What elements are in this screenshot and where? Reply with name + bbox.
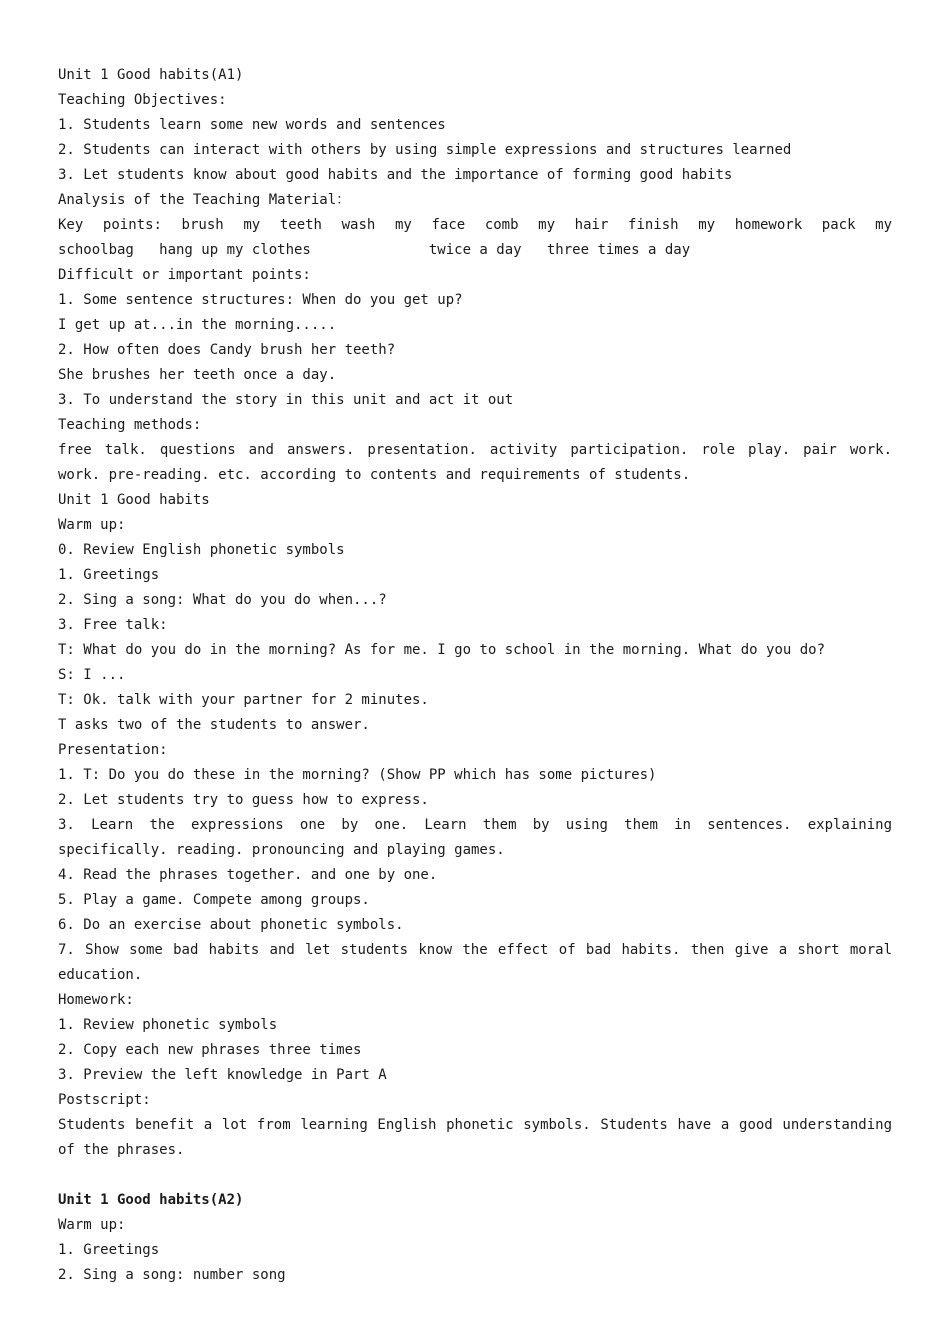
warmup-item: T asks two of the students to answer. [58, 717, 370, 733]
a2-warmup-item: 2. Sing a song: number song [58, 1267, 286, 1283]
homework-heading: Homework: [58, 992, 134, 1008]
presentation-item: 1. T: Do you do these in the morning? (Show PP which has some pictures) [58, 767, 657, 783]
objective-item: 3. Let students know about good habits and the importance of forming good habits [58, 167, 733, 183]
objective-item: 2. Students can interact with others by using simple expressions and structures learned [58, 142, 792, 158]
difficult-item: 2. How often does Candy brush her teeth? [58, 342, 396, 358]
a2-warmup-heading: Warm up: [58, 1217, 126, 1233]
warmup-item: 2. Sing a song: What do you do when...? [58, 592, 387, 608]
postscript-heading: Postscript: [58, 1092, 151, 1108]
presentation-item: 5. Play a game. Compete among groups. [58, 892, 370, 908]
objective-item: 1. Students learn some new words and sentences [58, 117, 446, 133]
unit-heading: Unit 1 Good habits [58, 492, 210, 508]
presentation-item: education. [58, 967, 143, 983]
postscript-line: of the phrases. [58, 1142, 185, 1158]
methods-heading: Teaching methods: [58, 417, 202, 433]
presentation-item: 3. Learn the expressions one by one. Learn them by using them in sentences. explaining [58, 817, 892, 833]
warmup-item: 1. Greetings [58, 567, 160, 583]
presentation-item: 2. Let students try to guess how to express. [58, 792, 429, 808]
warmup-heading: Warm up: [58, 517, 126, 533]
homework-item: 2. Copy each new phrases three times [58, 1042, 362, 1058]
analysis-heading: Analysis of the Teaching Material： [58, 192, 351, 208]
presentation-item: 7. Show some bad habits and let students know the effect of bad habits. then give a short moral [58, 942, 892, 958]
homework-item: 1. Review phonetic symbols [58, 1017, 278, 1033]
document-body [58, 63, 892, 1288]
methods-line: work. pre-reading. etc. according to contents and requirements of students. [58, 467, 691, 483]
presentation-item: 4. Read the phrases together. and one by one. [58, 867, 438, 883]
homework-item: 3. Preview the left knowledge in Part A [58, 1067, 387, 1083]
difficult-item: 1. Some sentence structures: When do you get up? [58, 292, 463, 308]
presentation-item: specifically. reading. pronouncing and playing games. [58, 842, 505, 858]
section-spacer [58, 1163, 892, 1188]
warmup-item: T: What do you do in the morning? As for me. I go to school in the morning. What do you do? [58, 642, 826, 658]
methods-line: free talk. questions and answers. presentation. activity participation. role play. pair work. [58, 442, 892, 458]
difficult-item: I get up at...in the morning..... [58, 317, 337, 333]
warmup-item: 3. Free talk: [58, 617, 168, 633]
warmup-item: S: I ... [58, 667, 126, 683]
presentation-item: 6. Do an exercise about phonetic symbols. [58, 917, 404, 933]
warmup-item: T: Ok. talk with your partner for 2 minutes. [58, 692, 429, 708]
key-points-line: Key points: brush my teeth wash my face comb my hair finish my homework pack my [58, 217, 892, 233]
presentation-heading: Presentation: [58, 742, 168, 758]
a1-title: Unit 1 Good habits(A1) [58, 67, 244, 83]
a2-title: Unit 1 Good habits(A2) [58, 1192, 244, 1208]
difficult-item: She brushes her teeth once a day. [58, 367, 337, 383]
difficult-item: 3. To understand the story in this unit and act it out [58, 392, 514, 408]
a2-warmup-item: 1. Greetings [58, 1242, 160, 1258]
postscript-line: Students benefit a lot from learning English phonetic symbols. Students have a good understanding [58, 1117, 892, 1133]
warmup-item: 0. Review English phonetic symbols [58, 542, 345, 558]
objectives-heading: Teaching Objectives: [58, 92, 227, 108]
difficult-heading: Difficult or important points: [58, 267, 311, 283]
key-points-line: schoolbag hang up my clothes twice a day three times a day [58, 242, 691, 258]
